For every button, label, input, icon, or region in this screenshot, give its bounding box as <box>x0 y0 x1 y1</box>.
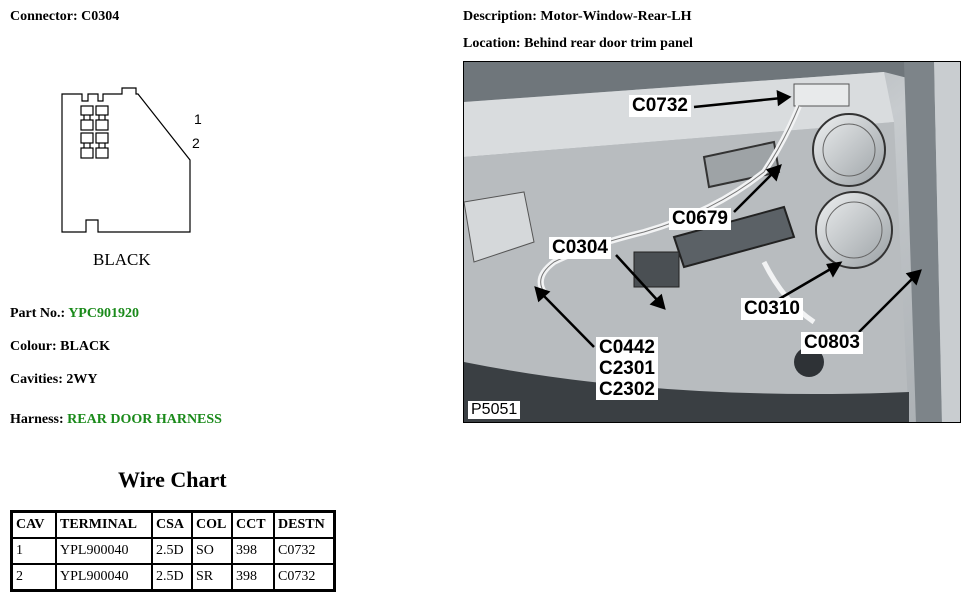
location-photo <box>463 61 961 423</box>
col-header-col: COL <box>192 512 232 538</box>
harness-field <box>10 412 222 428</box>
description-value: Motor-Window-Rear-LH <box>540 9 692 24</box>
harness-value[interactable]: REAR DOOR HARNESS <box>67 412 222 427</box>
part-no-label: Part No.: <box>10 306 66 321</box>
pin-1-label: 1 <box>194 111 202 127</box>
callout-group-lower <box>596 337 658 400</box>
location-value: Behind rear door trim panel <box>524 36 693 51</box>
table-row <box>12 538 334 564</box>
connector-pin-diagram <box>55 82 215 277</box>
colour-field <box>10 339 110 355</box>
table-row <box>12 564 334 590</box>
connector-label: Connector: <box>10 9 78 24</box>
description-field <box>463 9 692 25</box>
cell-cav: 1 <box>12 538 56 564</box>
description-label: Description: <box>463 9 537 24</box>
callout-c2302: C2302 <box>599 379 655 400</box>
callout-c2301: C2301 <box>599 358 655 379</box>
cell-terminal: YPL900040 <box>56 538 152 564</box>
col-header-csa: CSA <box>152 512 192 538</box>
cell-csa: 2.5D <box>152 538 192 564</box>
wire-chart-header-row <box>12 512 334 538</box>
cell-col: SO <box>192 538 232 564</box>
cell-terminal: YPL900040 <box>56 564 152 590</box>
pin-2-label: 2 <box>192 135 200 151</box>
col-header-terminal: TERMINAL <box>56 512 152 538</box>
callout-c0310: C0310 <box>741 298 803 320</box>
location-label: Location: <box>463 36 521 51</box>
callout-c0442: C0442 <box>599 337 655 358</box>
harness-label: Harness: <box>10 412 64 427</box>
colour-value: BLACK <box>60 339 110 354</box>
connector-field <box>10 9 119 25</box>
part-no-value[interactable]: YPC901920 <box>68 306 139 321</box>
cell-csa: 2.5D <box>152 564 192 590</box>
cavities-field <box>10 372 98 388</box>
callout-c0803: C0803 <box>801 332 863 354</box>
colour-label: Colour: <box>10 339 57 354</box>
col-header-cct: CCT <box>232 512 274 538</box>
cell-col: SR <box>192 564 232 590</box>
callout-c0304: C0304 <box>549 237 611 259</box>
cavities-value: 2WY <box>66 372 98 387</box>
cell-destn: C0732 <box>274 564 334 590</box>
cavities-label: Cavities: <box>10 372 63 387</box>
cell-cct: 398 <box>232 564 274 590</box>
cell-cav: 2 <box>12 564 56 590</box>
cell-destn: C0732 <box>274 538 334 564</box>
col-header-cav: CAV <box>12 512 56 538</box>
connector-value: C0304 <box>81 9 120 24</box>
location-field <box>463 36 693 52</box>
cell-cct: 398 <box>232 538 274 564</box>
callout-c0679: C0679 <box>669 208 731 230</box>
part-no-field <box>10 306 139 322</box>
callout-c0732: C0732 <box>629 95 691 117</box>
connector-color-label: BLACK <box>93 250 151 269</box>
col-header-destn: DESTN <box>274 512 334 538</box>
photo-ref: P5051 <box>468 401 520 419</box>
wire-chart-table <box>10 510 336 592</box>
door-illustration <box>464 62 961 423</box>
wire-chart-title: Wire Chart <box>118 467 227 492</box>
